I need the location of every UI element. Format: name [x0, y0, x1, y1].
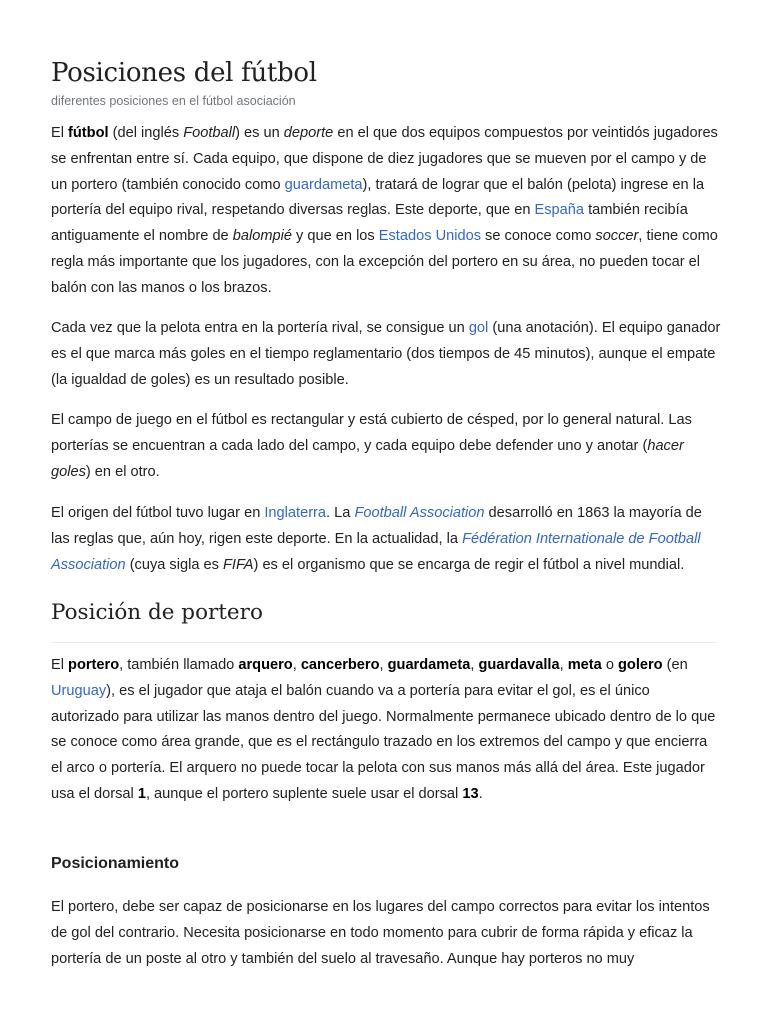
text: , también llamado	[119, 657, 239, 673]
italic-term: FIFA	[222, 556, 254, 573]
text: y que en los	[291, 228, 379, 245]
text: , tiene como regla más importante que los jugadores, con la excepción del portero en su área, no pueden tocar el balón con las manos o los brazos.	[51, 228, 718, 296]
link-fifa[interactable]: Fédération Internationale de Football Association	[51, 530, 701, 573]
bold-term: fútbol	[68, 125, 109, 141]
italic-term: balompié	[232, 228, 292, 245]
bold-term: meta	[567, 657, 602, 673]
link-estados-unidos[interactable]: Estados Unidos	[378, 228, 481, 245]
page-title: Posiciones del fútbol	[51, 58, 317, 88]
text: ) en el otro.	[85, 463, 160, 480]
section-divider	[51, 642, 717, 643]
text: ) es el organismo que se encarga de regir el fútbol a nivel mundial.	[253, 556, 685, 573]
text: desarrolló en 1863 la mayoría de las reglas que, aún hoy, rigen este deporte. En la actualidad, la	[51, 505, 702, 547]
text: El origen del fútbol tuvo lugar en	[51, 505, 265, 521]
text: El portero, debe ser capaz de posicionarse en los lugares del campo correctos para evitar los intentos de gol del contrario. Necesita posicionarse en todo momento para cubrir de forma rápida y eficaz la portería de un poste al otro y también del suelo al travesaño. Aunque hay porteros no muy	[51, 899, 710, 967]
text: ), tratará de lograr que el balón (pelota) ingrese en la portería del equipo rival, respetando diversas reglas. Este deporte, que en	[51, 176, 705, 219]
text: El campo de juego en el fútbol es rectangular y está cubierto de césped, por lo general natural. Las porterías se encuentran a cada lado del campo, y cada equipo debe defender uno y anotar (	[51, 412, 692, 454]
origin-paragraph	[51, 501, 721, 578]
text: ), es el jugador que ataja el balón cuando va a portería para evitar el gol, es el único autorizado para utilizar las manos dentro del juego. Normalmente permanece ubicado dentro de lo que se conoce como área grande, que es el rectángulo trazado en los extremos del campo y que encierra el arco o portería. El arquero no puede tocar la pelota con sus manos más allá del área. Este jugador usa el dorsal	[51, 682, 716, 802]
text: (en	[662, 657, 688, 673]
text: , aunque el portero suplente suele usar el dorsal	[145, 785, 463, 802]
italic-term: Football	[183, 125, 236, 141]
text: Cada vez que la pelota entra en la portería rival, se consigue un	[51, 320, 469, 336]
bold-term: golero	[618, 657, 663, 673]
text: ,	[470, 657, 479, 673]
bold-term: guardameta	[387, 657, 471, 673]
italic-term: soccer	[595, 228, 639, 245]
text: (una anotación). El equipo ganador es el que marca más goles en el tiempo reglamentario (dos tiempos de 45 minutos), aunque el empate (la igualdad de goles) es un resultado posible.	[51, 320, 721, 388]
text: ,	[559, 657, 568, 673]
text: se conoce como	[481, 228, 596, 245]
text: .	[478, 785, 483, 802]
text: El	[51, 125, 69, 141]
link-guardameta[interactable]: guardameta	[284, 176, 363, 193]
bold-term: 13	[462, 785, 479, 802]
bold-term: portero	[68, 657, 120, 673]
text: ,	[292, 657, 301, 673]
link-inglaterra[interactable]: Inglaterra	[264, 505, 327, 521]
bold-term: 1	[137, 785, 146, 802]
subsection-heading: Posicionamiento	[51, 855, 180, 872]
text: ) es un	[235, 125, 284, 141]
italic-term: hacer goles	[51, 437, 684, 480]
bold-term: guardavalla	[478, 657, 560, 673]
link-espana[interactable]: España	[534, 202, 585, 219]
text: ,	[379, 657, 388, 673]
italic-term: deporte	[283, 125, 334, 141]
text: o	[601, 657, 618, 673]
positioning-paragraph	[51, 895, 721, 1015]
field-paragraph	[51, 408, 721, 485]
intro-paragraph	[51, 121, 721, 302]
goal-paragraph	[51, 316, 721, 393]
page-subtitle: diferentes posiciones en el fútbol asociación	[51, 94, 296, 108]
link-uruguay[interactable]: Uruguay	[51, 682, 107, 699]
text: (del inglés	[108, 125, 184, 141]
text: en el que dos equipos compuestos por veintidós jugadores se enfrentan entre sí. Cada equipo, que dispone de diez jugadores que se mueven por el campo y de un portero (también conocido como	[51, 125, 718, 193]
text: . La	[326, 505, 355, 521]
bold-term: cancerbero	[300, 657, 380, 673]
link-gol[interactable]: gol	[468, 320, 489, 336]
text: también recibía antiguamente el nombre de	[51, 202, 688, 245]
text: El	[51, 657, 69, 673]
link-football-association[interactable]: Football Association	[354, 505, 485, 521]
bold-term: arquero	[238, 657, 293, 673]
goalkeeper-paragraph	[51, 653, 721, 808]
text: (cuya sigla es	[125, 556, 223, 573]
section-heading: Posición de portero	[51, 600, 263, 625]
